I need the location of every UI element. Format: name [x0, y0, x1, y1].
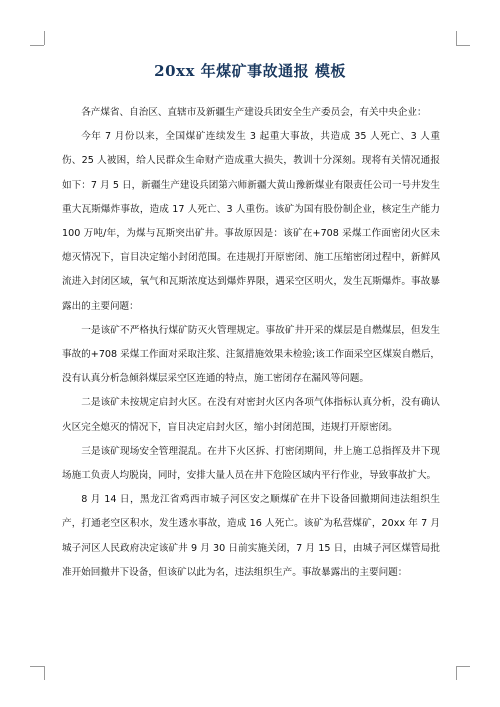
paragraph-issue-2: 二是该矿未按规定启封火区。在没有对密封火区内各项气体指标认真分析，没有确认火区完全熄灭的情况下，盲目决定启封火区，缩小封闭范围，违规打开原密闭。	[62, 397, 440, 433]
crop-mark-bottom-left-v	[44, 666, 45, 680]
paragraph-accident-2: 8 月 14 日，黑龙江省鸡西市城子河区安之顺煤矿在井下设备回撤期间违法组织生产，打通老空区积水，发生透水事故，造成 16 人死亡。该矿为私营煤矿，20xx 年 7 月城子河区人民政府决定该矿井 9 月 30 日前实施关闭，7 月 15 日，由城子河区煤管局批准开始回撤井下设备，但该矿以此为名，违法组织生产。事故暴露出的主要问题：	[62, 494, 440, 578]
paragraph-salutation: 各产煤省、自治区、直辖市及新疆生产建设兵团安全生产委员会，有关中央企业：	[81, 107, 427, 118]
paragraph-issue-1: 一是该矿不严格执行煤矿防灭火管理规定。事故矿井开采的煤层是自燃煤层，但发生事故的+708 采煤工作面对采取注浆、注氮措施效果未检验;该工作面采空区煤炭自燃后，没有认真分析急倾斜煤层采空区连通的特点，施工密闭存在漏风等问题。	[62, 324, 441, 385]
crop-mark-top-right-v	[456, 31, 457, 45]
crop-mark-top-left-v	[44, 31, 45, 45]
crop-mark-bottom-right-v	[456, 666, 457, 680]
title-year: 20xx	[154, 62, 195, 80]
title-text: 年煤矿事故通报 模板	[194, 62, 346, 80]
paragraph-issue-3: 三是该矿现场安全管理混乱。在井下火区拆、打密闭期间，井上施工总指挥及井下现场施工负责人均脱岗，同时，安排大量人员在井下危险区域内平行作业，导致事故扩大。	[62, 445, 440, 482]
document-title	[0, 60, 500, 81]
document-body	[62, 101, 440, 585]
paragraph-overview: 今年 7 月份以来，全国煤矿连续发生 3 起重大事故，共造成 35 人死亡、3 人重伤、25 人被困，给人民群众生命财产造成重大损失，教训十分深刻。现将有关情况通报如下：7 月 5 日，新疆生产建设兵团第六师新疆大黄山豫新煤业有限责任公司一号井发生重大瓦斯爆炸事故，造成 17 人死亡、3 人重伤。该矿为国有股份制企业，核定生产能力 100 万吨/年，为煤与瓦斯突出矿井。事故原因是：该矿在+708 采煤工作面密闭火区未熄灭情况下，盲目决定缩小封闭范围。在违规打开原密闭、施工压缩密闭过程中，新鲜风流进入封闭区域，氧气和瓦斯浓度达到爆炸界限，遇采空区明火，发生瓦斯爆炸。事故暴露出的主要问题：	[62, 131, 440, 312]
crop-mark-top-right-h	[456, 45, 470, 46]
crop-mark-bottom-right-h	[456, 666, 470, 667]
crop-mark-top-left-h	[30, 45, 44, 46]
crop-mark-bottom-left-h	[30, 666, 44, 667]
